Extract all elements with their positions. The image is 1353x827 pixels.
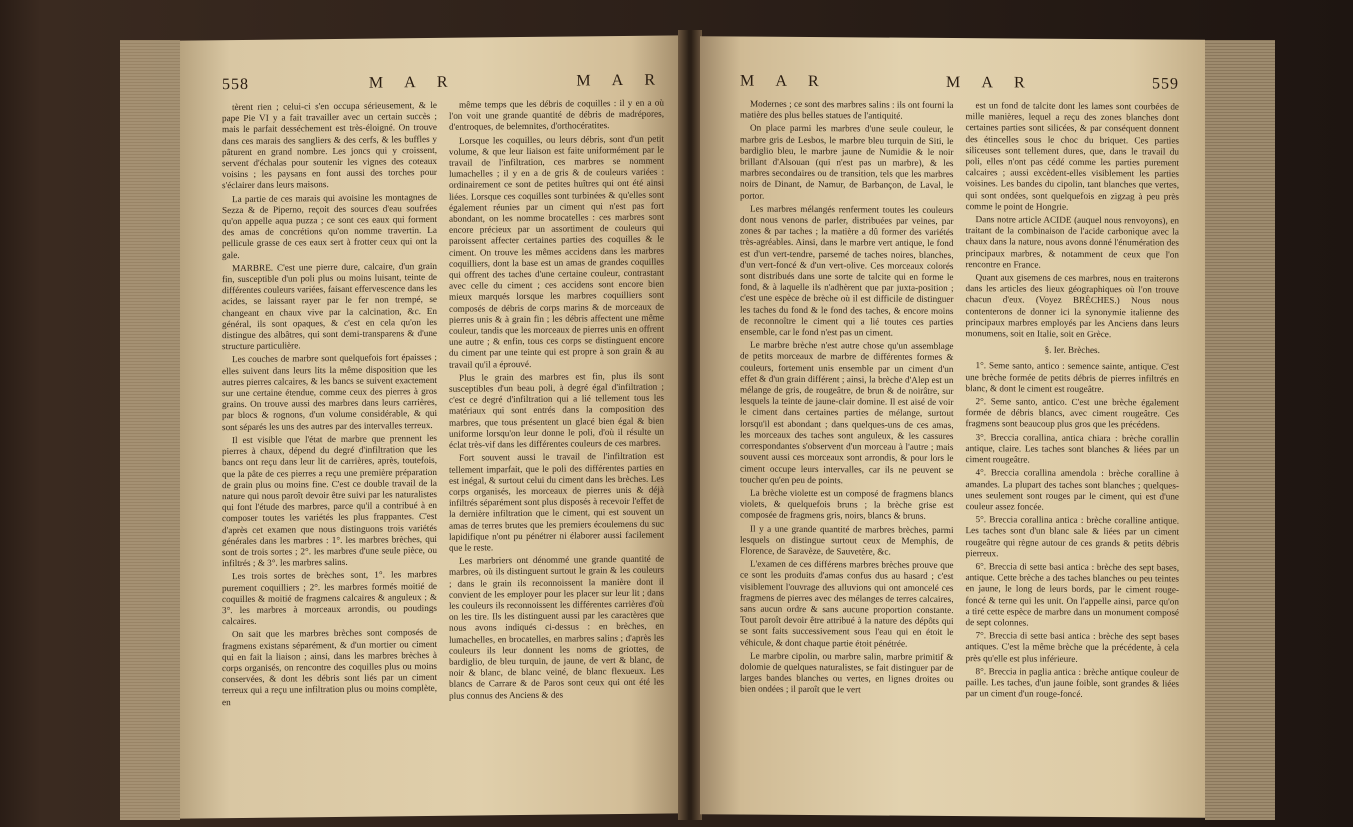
left-page: [180, 35, 680, 818]
paragraph: On place parmi les marbres d'une seule couleur, le marbre gris de Lesbos, le marbre bleu turquin de Siti, le bardiglio bleu, le marbre jaune de Numidie & le noir brillant d'Alsouan (qui n'est pas un marbre), & les marbres secondaires ou de transition, tels que les marbres noirs de Dinant, de Namur, de Barbançon, de Laval, le portor.: [740, 122, 954, 201]
paragraph: L'examen de ces différens marbres brèches prouve que ce sont les produits d'amas confus dus au hasard ; c'est visiblement l'ouvrage des alluvions qui ont amoncelé ces fragmens de pierres avec des mélanges de terres calcaires, sans aucun ordre & sans aucune proportion constante. Tout paroît devoir être attribué à la nature des dépôts qui se sont faits successivement sous l'eau qui en étoit le véhicule, & dont chaque partie étoit pénétrée.: [740, 558, 954, 649]
right-headword-2: M A R: [946, 73, 1034, 92]
paragraph: Quant aux gisemens de ces marbres, nous en traiterons dans les articles des lieux géographiques où l'on trouve chacun d'eux. (Voyez BRÈCHES.) Nous nous contenterons de donner ici la synonymie italienne des principaux marbres employés par les Anciens dans leurs monumens, soit en Italie, soit en Grèce.: [965, 272, 1179, 340]
paragraph: Les couches de marbre sont quelquefois fort épaisses ; elles suivent dans leurs lits la même disposition que les autres pierres calcaires, & les bancs se suivent exactement sur une certaine étendue, comme ceux des pierres à gros grains. On trouve aussi des marbres dans leurs carrières, par blocs & rognons, d'un volume considérable, & qui sont séparés les uns des autres par des intervalles terreux.: [222, 352, 437, 432]
paragraph: 1°. Seme santo, antico : semence sainte, antique. C'est une brèche formée de petits débris de pierres infiltrés en blanc, & dont le ciment est rougeâtre.: [965, 360, 1179, 394]
paragraph: Il y a une grande quantité de marbres brèches, parmi lesquels on distingue surtout ceux de Memphis, de Florence, de Saravèze, de Sauvetère, &c.: [740, 523, 954, 557]
paragraph: La partie de ces marais qui avoisine les montagnes de Sezza & de Piperno, reçoit des sources d'eau soufrées qu'on appelle aqua puzza ; ce sont ces eaux qui forment des amas de concrétions qu'on nomme travertin. La pellicule grasse de ces eaux sert à frotter ceux qui ont la gale.: [222, 191, 437, 260]
paragraph: Dans notre article ACIDE (auquel nous renvoyons), en traitant de la combinaison de l'acide carbonique avec la chaux dans la nature, nous avons donné l'énumération des principaux marbres, & notamment de ceux que l'on rencontre en France.: [965, 214, 1179, 270]
paragraph: Le marbre cipolin, ou marbre salin, marbre primitif & dolomie de quelques naturalistes, se fait distinguer par de larges bandes blanches ou vertes, en lignes droites ou bien ondées ; il paroît que le vert: [740, 650, 954, 695]
right-page-number: 559: [1152, 75, 1179, 93]
left-column-2: [449, 98, 664, 708]
paragraph: Il est visible que l'état de marbre que prennent les pierres à chaux, dépend du degré d'infiltration que les bancs ont reçu dans leur lit de carrières, après, toutefois, que la pâte de ces pierres a reçu une première préparation de grain plus ou moins fine. C'est ce double travail de la nature qui nous paroît devoir être suivi par les naturalistes qui font l'étude des marbres, parce qu'il a contribué à en composer toutes les variétés les plus frappantes. C'est d'après cet examen que nous distinguons trois variétés générales dans les marbres : 1°. les marbres brèches, qui sont de trois sortes ; 2°. les marbres d'une seule pièce, ou infiltrés ; & 3°. les marbres salins.: [222, 432, 437, 569]
paragraph: tèrent rien ; celui-ci s'en occupa sérieusement, & le pape Pie VI y a fait travailler avec un certain succès ; mais le parfait desséchement est très-éloigné. On trouve dans ces marais des sangliers & des cerfs, & les buffles y pâturent en grand nombre. Les joncs qui y croissent, servent d'échalas pour soutenir les vignes des coteaux voisins ; les paysans en font aussi des torches pour s'éclairer dans leurs maisons.: [222, 99, 437, 191]
right-column-2: [966, 100, 1180, 703]
paragraph: 6°. Breccia di sette basi antica : brèche des sept bases, antique. Cette brèche a des taches blanches ou peu teintes en jaune, le long de leurs bords, par le ciment rouge-foncé & terne qui les unit. On l'appelle ainsi, parce qu'on a tiré cette espèce de marbre dans un monument composé de sept colonnes.: [965, 561, 1179, 628]
book-gutter: [678, 30, 702, 820]
right-running-header: [740, 73, 1179, 94]
paragraph: 4°. Breccia corallina amendola : brèche coralline à amandes. La plupart des taches sont blanches ; quelques-unes seulement sont rouges par le ciment, qui est d'une couleur assez foncée.: [965, 467, 1179, 512]
paragraph: Plus le grain des marbres est fin, plus ils sont susceptibles d'un beau poli, à degré égal d'infiltration ; c'est ce degré d'infiltration qui a lié tellement tous les matériaux qui sont entrés dans la composition des marbres, que tous présentent un glacé bien égal & bien uniforme lorsqu'on leur donne le poli, d'où il résulte un éclat très-vif dans les différentes couleurs de ces marbres.: [449, 370, 664, 450]
right-headword-1: M A R: [740, 72, 828, 91]
left-headword-2: M A R: [576, 71, 664, 90]
paragraph: MARBRE. C'est une pierre dure, calcaire, d'un grain fin, susceptible d'un poli plus ou moins luisant, teinte de différentes couleurs variées, faisant effervescence dans les acides, se laissant rayer par le fer non trempé, se changeant en chaux vive par la calcination, &c. En général, ils sont opaques, & c'est en cela qu'on les distingue des albâtres, qui sont demi-transparens & d'une structure particulière.: [222, 260, 437, 352]
left-running-header: [222, 72, 664, 95]
left-page-edges: [120, 40, 180, 820]
paragraph: est un fond de talcite dont les lames sont courbées de mille manières, lequel a reçu des zones blanches dont certaines parties sont silicées, & par conséquent donnent des étincelles sous le choc du briquet. Ces parties siliceuses sont tellement dures, que, dans le travail du poli, elles n'ont pas cédé comme les parties purement calcaires ; aussi excèdent-elles visiblement les parties voisines. Les bandes du cipolin, tant blanches que vertes, qui sont ondées, sont quelquefois en zigzag à peu près comme le point de Hongrie.: [965, 100, 1179, 212]
left-page-number: 558: [222, 75, 249, 94]
paragraph: La brèche violette est un composé de fragmens blancs violets, & quelquefois bruns ; la brèche grise est composée de fragmens gris, noirs, blancs & bruns.: [740, 487, 954, 522]
paragraph: Lorsque les coquilles, ou leurs débris, sont d'un petit volume, & que leur liaison est faite uniformément par le travail de l'infiltration, ces marbres se nomment lumachelles ; il y en a de gris & de couleurs variées : ordinairement ce sont de petites huîtres qui ont été ainsi liées. Lorsque ces coquilles sont turbinées & qu'elles sont également réunies par un ciment qui n'est pas fort abondant, on les nomme brocatelles : ces marbres sont encore précieux par un assortiment de couleurs qui paroissent affecter certaines parties des coquilles & le ciment. On trouve les mêmes accidens dans les marbres coquilliers, dont la base est un amas de grandes coquilles qui offrent des taches d'une certaine couleur, contrastant avec celle du ciment ; ces accidens sont encore bien mieux marqués lorsque les marbres coquilliers sont composés de débris de corps marins & de morceaux de pierres unis & à grain fin ; les débris affectent une même couleur, tandis que les morceaux de pierres unis en offrent une autre ; & enfin, tous ces corps se distinguent encore du ciment par une teinte qui est propre à son grain & au travail qu'il a éprouvé.: [449, 133, 664, 370]
paragraph: Fort souvent aussi le travail de l'infiltration est tellement imparfait, que le poli des différentes parties en est inégal, & surtout celui du ciment dans les brèches. Les corps organisés, les morceaux de pierres unis & déjà infiltrés séparément sont plus disposés à recevoir l'effet de la dernière infiltration que le ciment, qui est souvent un amas de terres brutes que les premiers écoulemens du suc lapidifique n'ont pu pénétrer ni élaborer aussi facilement que le reste.: [449, 450, 664, 553]
paragraph: Les marbriers ont dénommé une grande quantité de marbres, où ils distinguent surtout le grain & les couleurs ; dans le grain ils reconnoissent la manière dont il convient de les employer pour les placer sur leur lit ; dans les couleurs ils reconnoissent les différentes carrières d'où on les tire. Ils les distinguent aussi par les caractères que nous avons indiqués ci-dessus : en brèches, en lumachelles, en brocatelles, en marbres salins ; d'après les couleurs ils leur donnent les noms de griottes, de bardiglio, de bleu turquin, de jaune, de vert & blanc, de noir & blanc, de blanc veiné, de blanc flexueux. Les blancs de Carrare & de Paros sont ceux qui ont été les plus connus des Anciens & des: [449, 553, 664, 701]
paragraph: 3°. Breccia corallina, antica chiara : brèche corallin antique, claire. Les taches sont blanches & liées par un ciment rougeâtre.: [965, 431, 1179, 465]
paragraph: Le marbre brèche n'est autre chose qu'un assemblage de petits morceaux de marbre de différentes formes & couleurs, fortement unis ensemble par un ciment d'un effet & d'un grain différent ; ainsi, la brèche d'Alep est un mélange de gris, de rougeâtre, de brun & de noirâtre, sur lesquels la teinte de jaune-clair domine. Il est aisé de voir le ciment dans certaines parties de mélange, surtout lorsqu'il est abondant ; dans quelques-uns de ces amas, les morceaux des taches sont anguleux, & les cassures correspondantes s'observent d'un morceau à l'autre ; mais souvent aussi ces morceaux sont arrondis, & pour lors le ciment occupe leurs intervalles, car ils ne peuvent se toucher qu'en peu de points.: [740, 339, 954, 485]
left-headword-1: M A R: [368, 73, 457, 92]
paragraph: 8°. Breccia in paglia antica : brèche antique couleur de paille. Les taches, d'un jaune foible, sont grandes & liées par un ciment d'un rouge-foncé.: [965, 665, 1179, 700]
right-page-edges: [1205, 40, 1275, 820]
right-page: [700, 36, 1205, 818]
right-column-1: [740, 99, 954, 702]
paragraph: même temps que les débris de coquilles : il y en a où l'on voit une grande quantité de débris de madrépores, d'entroques, de belemnites, d'orthocératites.: [449, 97, 664, 133]
paragraph: §. Ier. Brèches.: [1044, 344, 1100, 356]
paragraph: Modernes ; ce sont des marbres salins : ils ont fourni la matière des plus belles statues de l'antiquité.: [740, 98, 954, 121]
paragraph: On sait que les marbres brèches sont composés de fragmens existans séparément, & d'un mortier ou ciment qui en fait la liaison ; ainsi, dans les marbres brèches à corps organisés, on rencontre des coquilles plus ou moins conservées, & dont les débris sont liés par un ciment terreux qui a reçu une infiltration plus ou moins complète, en: [222, 627, 437, 707]
paragraph: 2°. Seme santo, antico. C'est une brèche également formée de débris blancs, avec ciment rougeâtre. Ces fragmens sont beaucoup plus gros que les précédens.: [965, 396, 1179, 430]
paragraph: 5°. Breccia corallina antica : brèche coralline antique. Les taches sont d'un blanc sale & liées par un ciment rougeâtre qui règne autour de ces grands & petits débris pierreux.: [965, 514, 1179, 559]
paragraph: 7°. Breccia di sette basi antica : brèche des sept bases antiques. C'est la même brèche que la précédente, à cela près qu'elle est plus inférieure.: [965, 630, 1179, 664]
paragraph: Les marbres mélangés renferment toutes les couleurs dont nous venons de parler, distribuées par veines, par zones & par taches ; la matière a dû former des variétés très-agréables. Ainsi, dans le marbre vert antique, le fond est d'un vert-tendre, parsemé de taches noires, blanches, d'un vert-foncé & d'un vert-olive. Ces morceaux colorés sont distribués dans une sorte de talcite qui en forme le fond, & à laquelle ils n'adhèrent que par juxta-position ; c'est une espèce de brèche où il est difficile de distinguer les taches du fond & le fond des taches, & encore moins de reconnoître le ciment qui a lié toutes ces parties ensemble, car le fond n'est pas un ciment.: [740, 203, 954, 338]
paragraph: Les trois sortes de brèches sont, 1°. les marbres purement coquilliers ; 2°. les marbres formés moitié de coquilles & moitié de fragmens calcaires & anguleux ; & 3°. les marbres à morceaux arrondis, ou poudings calcaires.: [222, 569, 437, 627]
left-column-1: [222, 100, 437, 710]
